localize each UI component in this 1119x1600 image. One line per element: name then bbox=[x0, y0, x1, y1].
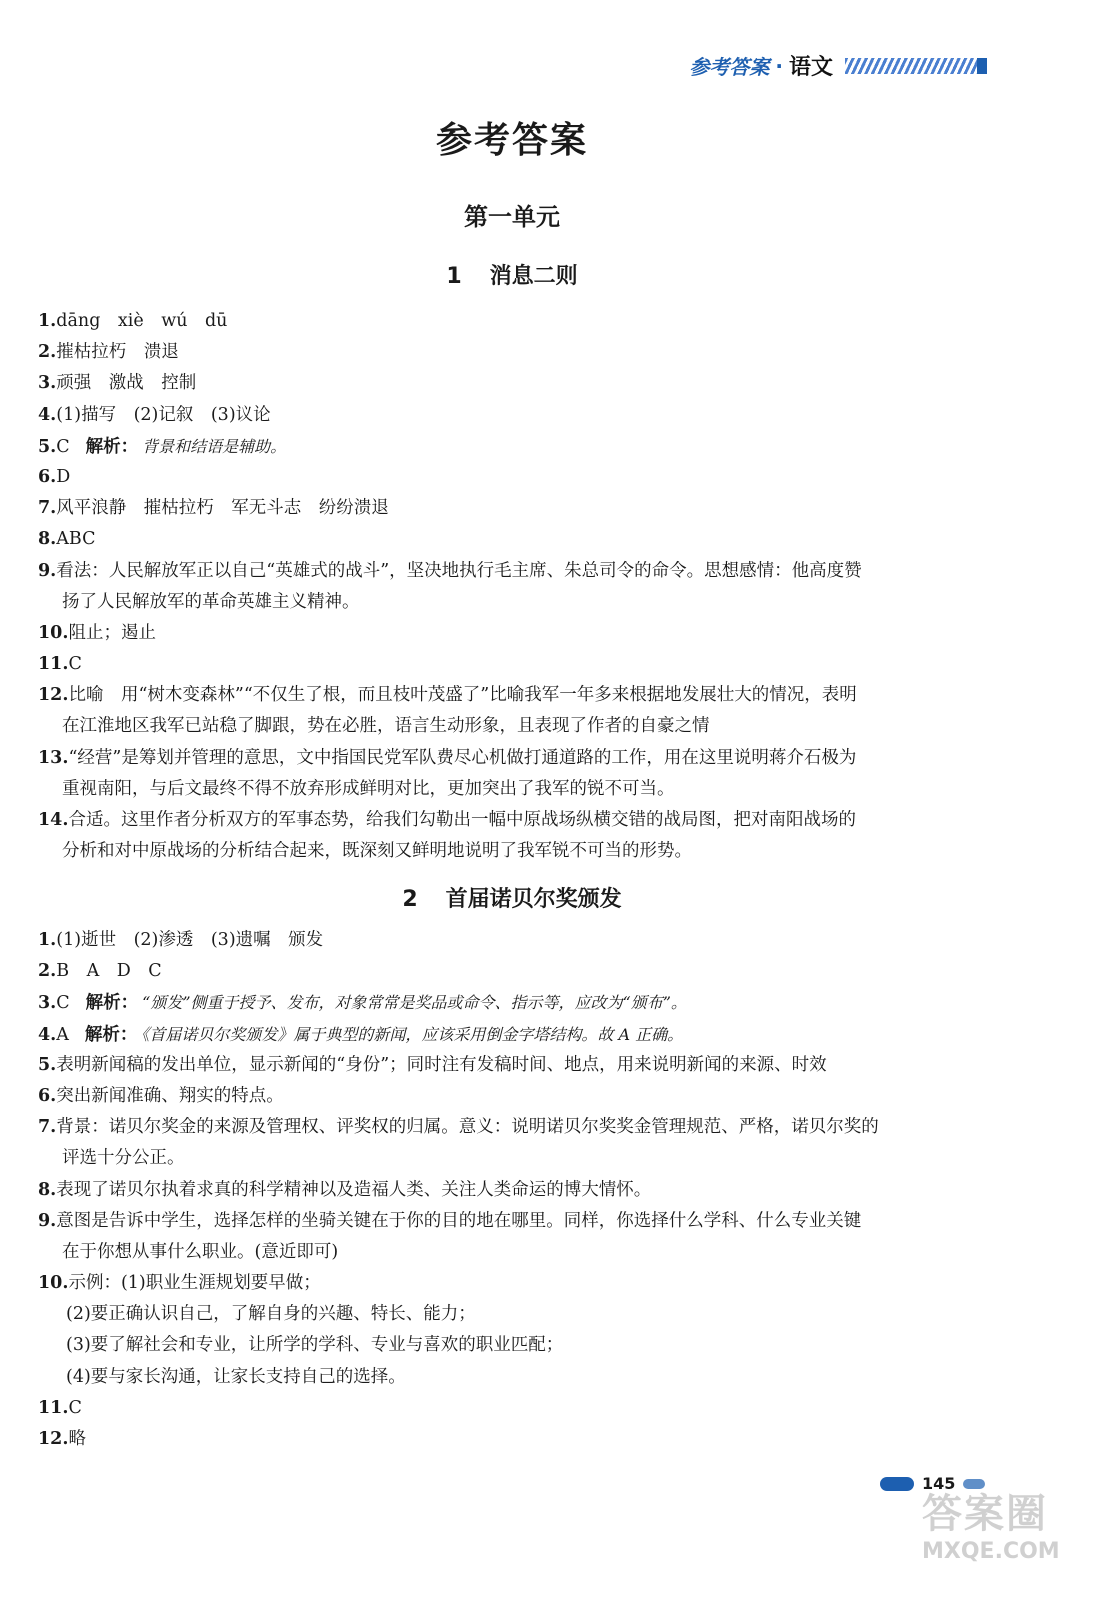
answer-line bbox=[38, 805, 998, 836]
answer-text: “经营”是筹划并管理的意思，文中指国民党军队费尽心机做打通道路的工作，用在这里说明蒋介石极为 bbox=[68, 747, 857, 768]
answer-text: D bbox=[56, 466, 71, 487]
answer-line bbox=[38, 556, 998, 587]
lesson-name: 消息二则 bbox=[489, 264, 578, 289]
answer-text: 意图是告诉中学生，选择怎样的坐骑关键在于你的目的地在哪里。同样，你选择什么学科、什么专业关键 bbox=[56, 1210, 862, 1231]
answer-line bbox=[38, 493, 998, 524]
answer-line bbox=[38, 1019, 998, 1050]
answer-text: 背景：诺贝尔奖金的来源及管理权、评奖权的归属。意义：说明诺贝尔奖奖金管理规范、严格，诺贝尔奖的 bbox=[56, 1117, 879, 1138]
answer-line bbox=[38, 1050, 998, 1081]
answer-text: 扬了人民解放军的革命英雄主义精神。 bbox=[62, 591, 360, 612]
explanation-text: 《首届诺贝尔奖颁发》属于典型的新闻，应该采用倒金字塔结构。故 A 正确。 bbox=[141, 1024, 684, 1044]
answer-line bbox=[38, 680, 998, 711]
answer-line bbox=[38, 1112, 998, 1143]
answer-text: 风平浪静 摧枯拉朽 军无斗志 纷纷溃退 bbox=[56, 498, 389, 519]
lesson-1-heading bbox=[0, 259, 1024, 290]
question-number: 4. bbox=[38, 404, 57, 425]
question-number: 5. bbox=[38, 436, 57, 457]
question-number: 9. bbox=[38, 1210, 57, 1231]
explanation-text: “颁发”侧重于授予、发布，对象常常是奖品或命令、指示等，应改为“颁布”。 bbox=[142, 993, 687, 1013]
lesson-number: 1 bbox=[446, 264, 462, 289]
answer-text: C bbox=[56, 436, 70, 457]
answer-line bbox=[38, 836, 998, 867]
answer-line bbox=[38, 1424, 998, 1455]
answer-line bbox=[38, 400, 998, 431]
answer-line bbox=[38, 987, 998, 1018]
answer-text: C bbox=[68, 654, 82, 675]
answer-text: (4)要与家长沟通，让家长支持自己的选择。 bbox=[66, 1366, 406, 1387]
watermark-logo: 答案圈 bbox=[922, 1491, 1048, 1537]
lesson-name: 首届诺贝尔奖颁发 bbox=[445, 887, 622, 912]
question-number: 3. bbox=[38, 373, 57, 394]
question-number: 11. bbox=[38, 1397, 69, 1418]
answer-text: dāng xiè wú dū bbox=[56, 311, 228, 331]
answer-text: A bbox=[56, 1024, 69, 1045]
lesson-1-answers bbox=[38, 306, 998, 867]
answer-text: C bbox=[68, 1397, 82, 1418]
answer-line bbox=[38, 431, 998, 462]
lesson-2-heading bbox=[0, 882, 1024, 913]
answer-text: (1)描写 (2)记叙 (3)议论 bbox=[56, 404, 271, 425]
answer-text: B A D C bbox=[56, 961, 162, 982]
answer-text: 摧枯拉朽 溃退 bbox=[56, 342, 179, 363]
answer-line bbox=[38, 1175, 998, 1206]
answer-text: C bbox=[56, 993, 70, 1014]
answer-line bbox=[38, 368, 998, 399]
explanation-text: 背景和结语是辅助。 bbox=[142, 436, 287, 456]
answer-label: 参考答案 bbox=[689, 55, 770, 79]
answer-text: 比喻 用“树木变森林”“不仅生了根，而且枝叶茂盛了”比喻我军一年多来根据地发展壮大的情况，表明 bbox=[68, 685, 857, 706]
answer-text: 在于你想从事什么职业。(意近即可) bbox=[62, 1241, 339, 1262]
explanation-label: 解析： bbox=[85, 993, 139, 1014]
answer-text: 阻止；遏止 bbox=[68, 622, 156, 643]
answer-line bbox=[38, 711, 998, 742]
answer-line bbox=[38, 462, 998, 493]
answer-line bbox=[38, 1299, 998, 1330]
unit-heading: 第一单元 bbox=[464, 203, 560, 231]
question-number: 8. bbox=[38, 1179, 57, 1200]
answer-text: 重视南阳，与后文最终不得不放弃形成鲜明对比，更加突出了我军的锐不可当。 bbox=[62, 778, 675, 799]
answer-line bbox=[38, 649, 998, 680]
question-number: 12. bbox=[38, 685, 69, 706]
question-number: 5. bbox=[38, 1054, 57, 1075]
question-number: 9. bbox=[38, 560, 57, 581]
header-stripe-decoration bbox=[845, 58, 987, 74]
question-number: 6. bbox=[38, 1085, 57, 1106]
question-number: 1. bbox=[38, 930, 57, 950]
answer-text: 顽强 激战 控制 bbox=[56, 373, 197, 394]
answer-line bbox=[38, 1206, 998, 1237]
answer-text: 表明新闻稿的发出单位，显示新闻的“身份”；同时注有发稿时间、地点，用来说明新闻的来源、时效 bbox=[56, 1054, 827, 1075]
answer-line bbox=[38, 524, 998, 555]
answer-line bbox=[38, 1362, 998, 1393]
answer-line bbox=[38, 618, 998, 649]
question-number: 2. bbox=[38, 961, 57, 982]
answer-text: 示例：(1)职业生涯规划要早做； bbox=[68, 1273, 321, 1294]
answer-line bbox=[38, 337, 998, 368]
question-number: 10. bbox=[38, 622, 69, 643]
answer-text: (3)要了解社会和专业，让所学的学科、专业与喜欢的职业匹配； bbox=[66, 1335, 564, 1356]
question-number: 7. bbox=[38, 498, 57, 519]
question-number: 4. bbox=[38, 1024, 57, 1045]
question-number: 14. bbox=[38, 810, 69, 830]
answer-line bbox=[38, 956, 998, 987]
answer-line bbox=[38, 774, 998, 805]
answer-line bbox=[38, 743, 998, 774]
watermark bbox=[922, 1482, 1092, 1564]
question-number: 8. bbox=[38, 529, 57, 550]
answer-line bbox=[38, 1143, 998, 1174]
answer-line bbox=[38, 1237, 998, 1268]
answer-line bbox=[38, 1393, 998, 1424]
answer-line bbox=[38, 306, 998, 337]
answer-text: 表现了诺贝尔执着求真的科学精神以及造福人类、关注人类命运的博大情怀。 bbox=[56, 1179, 652, 1200]
question-number: 13. bbox=[38, 747, 69, 768]
page-header bbox=[689, 50, 987, 81]
question-number: 12. bbox=[38, 1429, 69, 1449]
explanation-label: 解析： bbox=[85, 436, 139, 457]
question-number: 11. bbox=[38, 654, 69, 675]
page-number: 145 bbox=[922, 1474, 956, 1493]
answer-text: (2)要正确认识自己，了解自身的兴趣、特长、能力； bbox=[66, 1304, 476, 1325]
answer-text: 突出新闻准确、翔实的特点。 bbox=[56, 1085, 284, 1106]
answer-text: ABC bbox=[56, 529, 96, 550]
question-number: 6. bbox=[38, 466, 57, 487]
lesson-2-answers bbox=[38, 925, 998, 1455]
answer-line bbox=[38, 587, 998, 618]
question-number: 1. bbox=[38, 311, 57, 331]
page-title: 参考答案 bbox=[435, 120, 588, 161]
answer-text: 略 bbox=[68, 1429, 86, 1449]
question-number: 3. bbox=[38, 993, 57, 1014]
question-number: 2. bbox=[38, 342, 57, 363]
lesson-number: 2 bbox=[402, 887, 418, 912]
answer-text: 在江淮地区我军已站稳了脚跟，势在必胜，语言生动形象，且表现了作者的自豪之情 bbox=[62, 716, 710, 737]
answer-text: 分析和对中原战场的分析结合起来，既深刻又鲜明地说明了我军锐不可当的形势。 bbox=[62, 841, 692, 862]
answer-text: 评选十分公正。 bbox=[62, 1148, 185, 1169]
answer-text: 看法：人民解放军正以自己“英雄式的战斗”，坚决地执行毛主席、朱总司令的命令。思想感情：他高度赞 bbox=[56, 560, 862, 581]
watermark-url: MXQE.COM bbox=[922, 1539, 1060, 1564]
header-dot: · bbox=[775, 53, 783, 78]
answer-line bbox=[38, 1268, 998, 1299]
footer-pill-decoration bbox=[880, 1477, 914, 1491]
question-number: 7. bbox=[38, 1117, 57, 1138]
answer-text: (1)逝世 (2)渗透 (3)遗嘱 颁发 bbox=[56, 930, 324, 950]
explanation-label: 解析： bbox=[84, 1024, 138, 1045]
answer-line bbox=[38, 1330, 998, 1361]
answer-text: 合适。这里作者分析双方的军事态势，给我们勾勒出一幅中原战场纵横交错的战局图，把对南阳战场的 bbox=[68, 810, 856, 830]
answer-line bbox=[38, 925, 998, 956]
question-number: 10. bbox=[38, 1273, 69, 1294]
subject-label: 语文 bbox=[788, 55, 833, 80]
answer-line bbox=[38, 1081, 998, 1112]
